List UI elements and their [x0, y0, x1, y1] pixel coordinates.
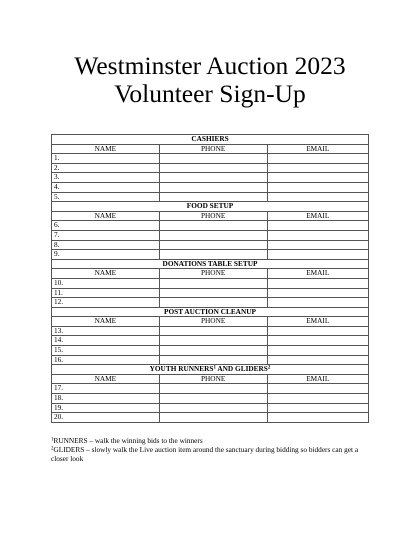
email-cell[interactable]	[267, 182, 368, 192]
phone-cell[interactable]	[159, 173, 267, 183]
email-cell[interactable]	[267, 336, 368, 346]
column-header-row	[52, 144, 369, 154]
phone-cell[interactable]	[159, 413, 267, 423]
column-header: EMAIL	[267, 269, 368, 279]
email-cell[interactable]	[267, 394, 368, 404]
email-cell[interactable]	[267, 288, 368, 298]
email-cell[interactable]	[267, 173, 368, 183]
column-header-row	[52, 317, 369, 327]
table-row	[52, 384, 369, 394]
section-title: FOOD SETUP	[52, 202, 369, 212]
name-cell[interactable]: 16.	[52, 355, 160, 365]
column-header: NAME	[52, 317, 160, 327]
phone-cell[interactable]	[159, 394, 267, 404]
phone-cell[interactable]	[159, 288, 267, 298]
section-header-row	[52, 202, 369, 212]
section-title: POST AUCTION CLEANUP	[52, 307, 369, 317]
email-cell[interactable]	[267, 163, 368, 173]
phone-cell[interactable]	[159, 384, 267, 394]
column-header: PHONE	[159, 374, 267, 384]
column-header-row	[52, 374, 369, 384]
phone-cell[interactable]	[159, 326, 267, 336]
column-header: PHONE	[159, 317, 267, 327]
column-header: NAME	[52, 144, 160, 154]
name-cell[interactable]: 8.	[52, 240, 160, 250]
email-cell[interactable]	[267, 355, 368, 365]
phone-cell[interactable]	[159, 221, 267, 231]
table-row	[52, 163, 369, 173]
name-cell[interactable]: 12.	[52, 298, 160, 308]
column-header: EMAIL	[267, 211, 368, 221]
table-row	[52, 192, 369, 202]
column-header: EMAIL	[267, 144, 368, 154]
column-header: NAME	[52, 374, 160, 384]
section-title: DONATIONS TABLE SETUP	[52, 259, 369, 269]
name-cell[interactable]: 17.	[52, 384, 160, 394]
table-row	[52, 394, 369, 404]
page-title: Westminster Auction 2023	[74, 51, 346, 80]
column-header-row	[52, 269, 369, 279]
phone-cell[interactable]	[159, 240, 267, 250]
table-row	[52, 230, 369, 240]
phone-cell[interactable]	[159, 355, 267, 365]
phone-cell[interactable]	[159, 230, 267, 240]
name-cell[interactable]: 18.	[52, 394, 160, 404]
email-cell[interactable]	[267, 346, 368, 356]
table-row	[52, 221, 369, 231]
column-header: NAME	[52, 269, 160, 279]
phone-cell[interactable]	[159, 278, 267, 288]
column-header-row	[52, 211, 369, 221]
section-header-row	[52, 259, 369, 269]
name-cell[interactable]: 5.	[52, 192, 160, 202]
footnotes	[51, 437, 373, 463]
table-row	[52, 288, 369, 298]
table-row	[52, 403, 369, 413]
section-title: CASHIERS	[52, 135, 369, 145]
email-cell[interactable]	[267, 413, 368, 423]
column-header: NAME	[52, 211, 160, 221]
name-cell[interactable]: 13.	[52, 326, 160, 336]
page-subtitle: Volunteer Sign-Up	[114, 79, 306, 108]
email-cell[interactable]	[267, 250, 368, 260]
email-cell[interactable]	[267, 154, 368, 164]
name-cell[interactable]: 9.	[52, 250, 160, 260]
name-cell[interactable]: 7.	[52, 230, 160, 240]
column-header: PHONE	[159, 269, 267, 279]
phone-cell[interactable]	[159, 298, 267, 308]
email-cell[interactable]	[267, 192, 368, 202]
email-cell[interactable]	[267, 240, 368, 250]
phone-cell[interactable]	[159, 346, 267, 356]
phone-cell[interactable]	[159, 192, 267, 202]
signup-table	[51, 134, 369, 423]
column-header: PHONE	[159, 211, 267, 221]
name-cell[interactable]: 6.	[52, 221, 160, 231]
email-cell[interactable]	[267, 326, 368, 336]
phone-cell[interactable]	[159, 403, 267, 413]
email-cell[interactable]	[267, 403, 368, 413]
table-row	[52, 250, 369, 260]
phone-cell[interactable]	[159, 154, 267, 164]
footnote-gliders: $^2$GLIDERS – slowly walk the Live auction item around the sanctuary during bidding so bidders can get a closer look	[51, 444, 359, 463]
table-row	[52, 182, 369, 192]
column-header: EMAIL	[267, 374, 368, 384]
section-header-row	[52, 307, 369, 317]
name-cell[interactable]: 3.	[52, 173, 160, 183]
email-cell[interactable]	[267, 298, 368, 308]
table-row	[52, 173, 369, 183]
section-header-row	[52, 365, 369, 375]
table-row	[52, 154, 369, 164]
table-row	[52, 346, 369, 356]
name-cell[interactable]: 10.	[52, 278, 160, 288]
table-row	[52, 355, 369, 365]
table-row	[52, 336, 369, 346]
phone-cell[interactable]	[159, 250, 267, 260]
email-cell[interactable]	[267, 221, 368, 231]
phone-cell[interactable]	[159, 163, 267, 173]
phone-cell[interactable]	[159, 336, 267, 346]
name-cell[interactable]: 2.	[52, 163, 160, 173]
name-cell[interactable]: 14.	[52, 336, 160, 346]
name-cell[interactable]: 11.	[52, 288, 160, 298]
table-row	[52, 298, 369, 308]
section-title: YOUTH RUNNERS$^1$ AND GLIDERS$^2$	[52, 365, 369, 375]
email-cell[interactable]	[267, 278, 368, 288]
column-header: PHONE	[159, 144, 267, 154]
name-cell[interactable]: 20.	[52, 413, 160, 423]
email-cell[interactable]	[267, 230, 368, 240]
phone-cell[interactable]	[159, 182, 267, 192]
table-row	[52, 413, 369, 423]
table-row	[52, 278, 369, 288]
name-cell[interactable]: 4.	[52, 182, 160, 192]
email-cell[interactable]	[267, 384, 368, 394]
name-cell[interactable]: 1.	[52, 154, 160, 164]
name-cell[interactable]: 19.	[52, 403, 160, 413]
column-header: EMAIL	[267, 317, 368, 327]
table-row	[52, 326, 369, 336]
table-row	[52, 240, 369, 250]
footnote-runners: $^1$RUNNERS – walk the winning bids to the winners	[51, 436, 203, 445]
section-header-row	[52, 135, 369, 145]
name-cell[interactable]: 15.	[52, 346, 160, 356]
